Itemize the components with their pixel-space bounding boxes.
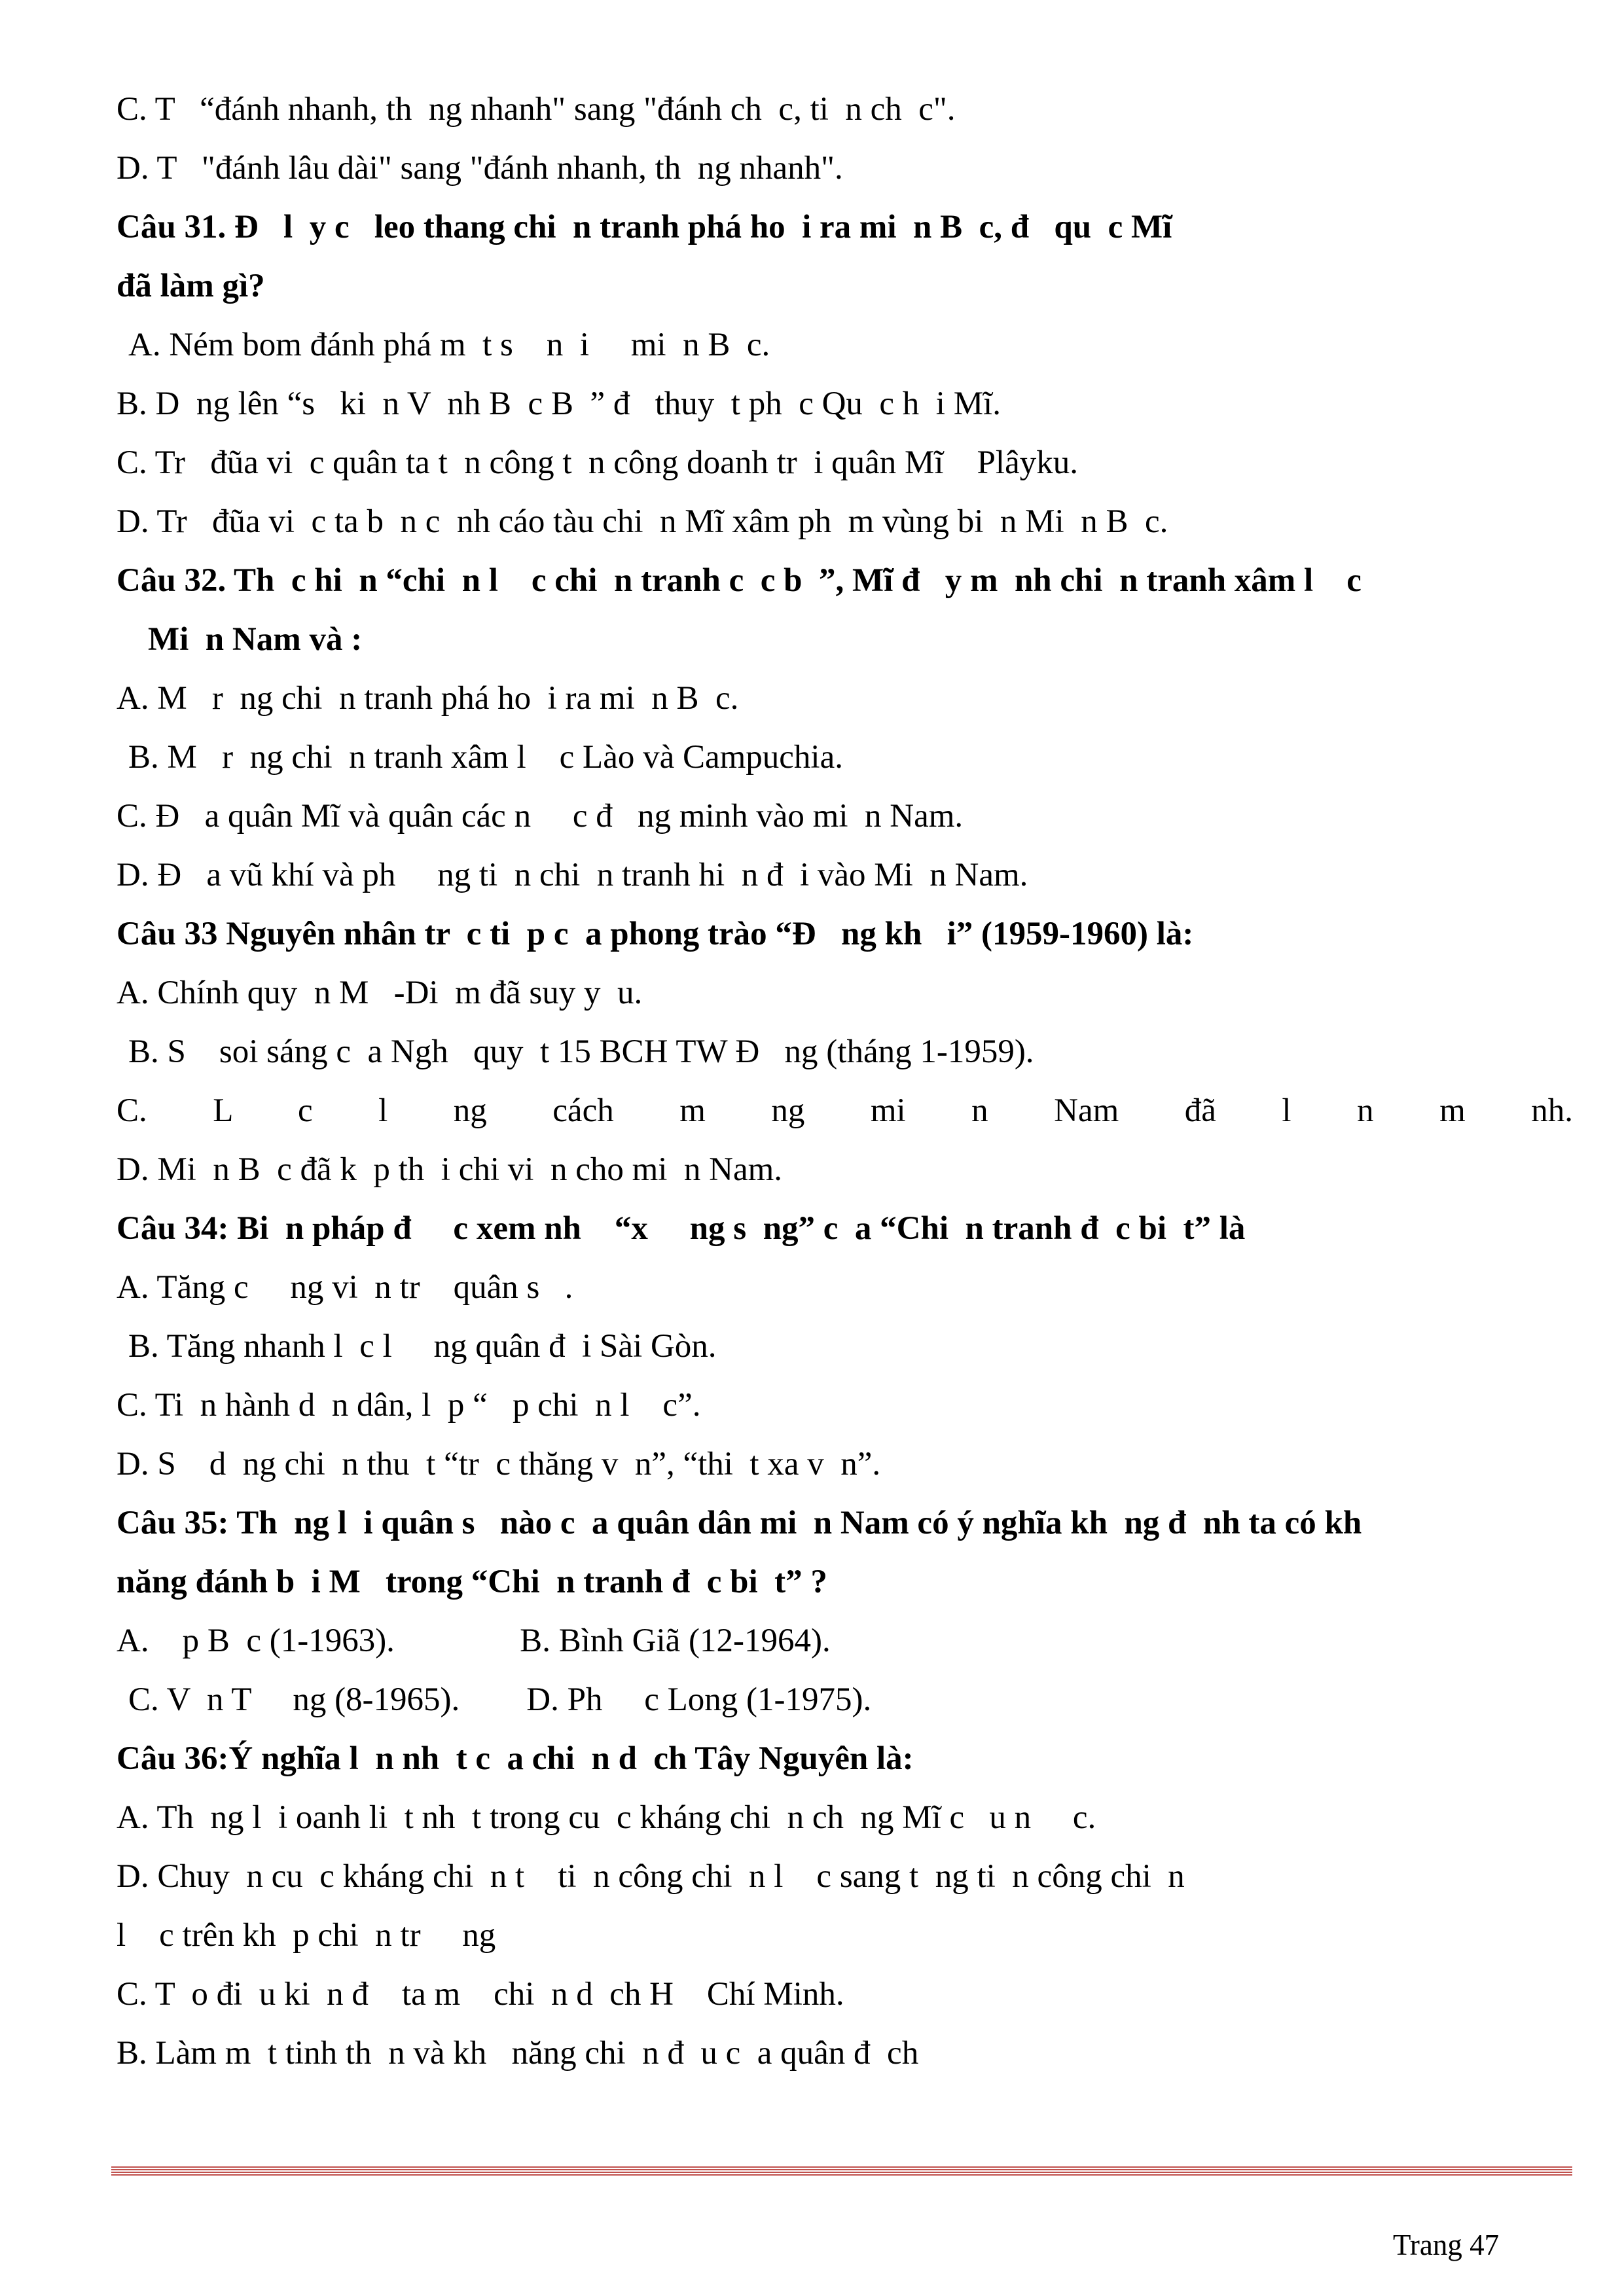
option-line: D. Chuy n cu c kháng chi n t ti n công chi n l c sang t ng ti n công chi n [117,1858,1185,1895]
question-32-title-cont: Mi n Nam và : [148,621,363,658]
option-line: C. Tr đũa vi c quân ta t n công t n công doanh tr i quân Mĩ Plâyku. [117,444,1078,481]
option-line: D. S d ng chi n thu t “tr c thăng v n”, “thi t xa v n”. [117,1446,881,1482]
option-line: C. Ti n hành d n dân, l p “ p chi n l c”. [117,1387,701,1424]
question-35-title-cont: năng đánh b i M trong “Chi n tranh đ c bi t” ? [117,1564,827,1600]
option-line: D. T "đánh lâu dài" sang "đánh nhanh, th ng nhanh". [117,150,843,187]
question-33-title: Câu 33 Nguyên nhân tr c ti p c a phong trào “Đ ng kh i” (1959-1960) là: [117,916,1194,952]
option-line: l c trên kh p chi n tr ng [117,1917,496,1954]
option-line: A. Tăng c ng vi n tr quân s . [117,1269,573,1306]
option-line: D. Đ a vũ khí và ph ng ti n chi n tranh hi n đ i vào Mi n Nam. [117,857,1028,893]
option-line: A. Ném bom đánh phá m t s n i mi n B c. [128,327,770,363]
option-line: D. Mi n B c đã k p th i chi vi n cho mi n Nam. [117,1151,783,1188]
question-36-title: Câu 36:Ý nghĩa l n nh t c a chi n d ch Tây Nguyên là: [117,1740,914,1777]
page-number: Trang 47 [1393,2229,1500,2261]
question-32-title: Câu 32. Th c hi n “chi n l c chi n tranh c c b ”, Mĩ đ y m nh chi n tranh xâm l c [117,562,1362,599]
option-line: C. V n T ng (8-1965). D. Ph c Long (1-1975). [128,1681,872,1718]
document-body [117,80,1573,2083]
question-31-title: Câu 31. Đ l y c leo thang chi n tranh phá ho i ra mi n B c, đ qu c Mĩ [117,209,1172,245]
option-line: B. Tăng nhanh l c l ng quân đ i Sài Gòn. [128,1328,717,1365]
option-line: C. Đ a quân Mĩ và quân các n c đ ng minh vào mi n Nam. [117,798,964,834]
question-35-title: Câu 35: Th ng l i quân s nào c a quân dân mi n Nam có ý nghĩa kh ng đ nh ta có kh [117,1505,1362,1541]
option-line: A. Th ng l i oanh li t nh t trong cu c kháng chi n ch ng Mĩ c u n c. [117,1799,1096,1836]
option-line: D. Tr đũa vi c ta b n c nh cáo tàu chi n Mĩ xâm ph m vùng bi n Mi n B c. [117,503,1168,540]
option-line: C. L c l ng cách m ng mi n Nam đã l n m nh. [117,1092,1573,1129]
option-line: B. Làm m t tinh th n và kh năng chi n đ u c a quân đ ch [117,2035,919,2072]
option-line: B. S soi sáng c a Ngh quy t 15 BCH TW Đ ng (tháng 1-1959). [128,1033,1034,1070]
question-34-title: Câu 34: Bi n pháp đ c xem nh “x ng s ng” c a “Chi n tranh đ c bi t” là [117,1210,1246,1247]
footer-divider [111,2166,1572,2177]
option-line: A. M r ng chi n tranh phá ho i ra mi n B c. [117,680,739,717]
question-31-title-cont: đã làm gì? [117,268,265,304]
option-line: B. D ng lên “s ki n V nh B c B ” đ thuy t ph c Qu c h i Mĩ. [117,386,1001,422]
option-line: B. M r ng chi n tranh xâm l c Lào và Campuchia. [128,739,843,776]
option-line: C. T “đánh nhanh, th ng nhanh" sang "đánh ch c, ti n ch c". [117,91,956,128]
option-line: A. Chính quy n M -Di m đã suy y u. [117,975,643,1011]
option-line: A. p B c (1-1963). B. Bình Giã (12-1964). [117,1623,831,1659]
option-line: C. T o đi u ki n đ ta m chi n d ch H Chí Minh. [117,1976,844,2013]
